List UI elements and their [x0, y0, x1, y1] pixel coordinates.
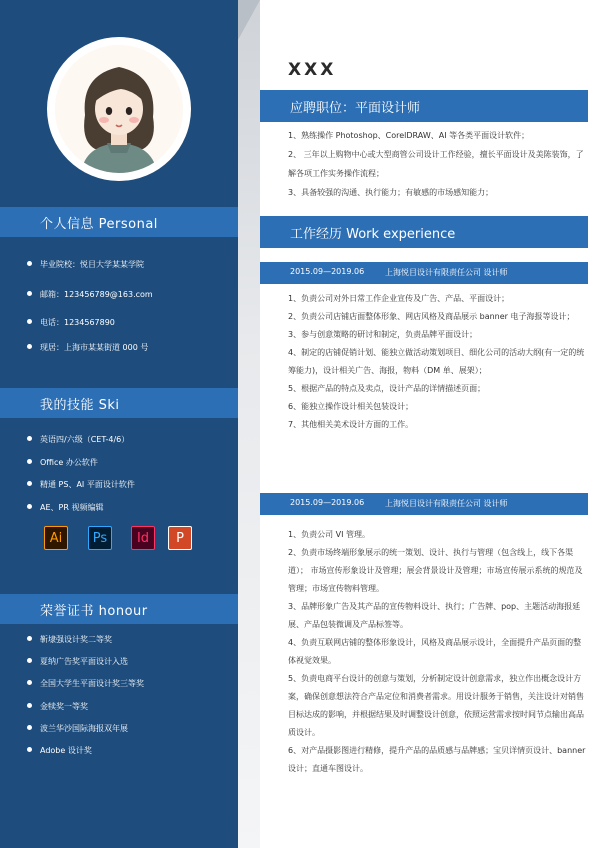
job-2-duties: [288, 526, 588, 778]
personal-school: 毕业院校：悦目大学某某学院: [40, 259, 230, 270]
duty-line: 2、负责市场终端形象展示的统一策划、设计、执行与管理（包含线上，线下各渠道）； 市场宣传形象设计及管理；展会背景设计及管理；市场宣传展示系统的规范及管理；市场宣传物料管理。: [288, 548, 583, 593]
job-2-date: 2015.09—2019.06: [290, 498, 365, 507]
job-1-date: 2015.09—2019.06: [290, 267, 365, 276]
personal-heading: 个人信息 Personal: [40, 217, 158, 232]
duty-line: 3、品牌形象广告及其产品的宣传物料设计、执行；广告牌、pop、主题活动海报延展、产品包装微调及产品标签等。: [288, 602, 581, 629]
skill-item: 英语四/六级（CET-4/6）: [40, 434, 230, 445]
job-2-company: 上海悦目设计有限责任公司 设计师: [385, 499, 508, 508]
duty-line: 6、能独立操作设计相关包装设计；: [288, 402, 414, 411]
candidate-name: XXX: [288, 60, 337, 80]
honor-item: 波兰华沙国际海报双年展: [40, 723, 230, 734]
personal-section-header: [0, 207, 238, 237]
powerpoint-icon: P: [168, 526, 192, 550]
photoshop-icon: Ps: [88, 526, 112, 550]
personal-address: 现居：上海市某某街道 000 号: [40, 342, 230, 353]
honor-item: 全国大学生平面设计奖三等奖: [40, 678, 230, 689]
job-title-header: [260, 90, 588, 122]
summary-text: [288, 126, 588, 202]
experience-section-header: [260, 216, 588, 248]
decorative-fold: [238, 0, 260, 40]
illustrator-icon: Ai: [44, 526, 68, 550]
duty-line: 3、参与创意策略的研讨和制定，负责品牌平面设计；: [288, 330, 478, 339]
job-2-bar: [260, 493, 588, 515]
skills-heading: 我的技能 Ski: [40, 398, 120, 413]
personal-phone: 电话：1234567890: [40, 317, 230, 328]
duty-line: 1、负责公司对外日常工作企业宣传及广告、产品、平面设计；: [288, 294, 510, 303]
decorative-spine: [238, 0, 260, 848]
avatar-illustration: [55, 45, 183, 173]
duty-line: 5、根据产品的特点及卖点，设计产品的详情描述页面；: [288, 384, 486, 393]
job-1-company: 上海悦目设计有限责任公司 设计师: [385, 268, 508, 277]
duty-line: 2、负责公司店铺店面整体形象、网店风格及商品展示 banner 电子海报等设计；: [288, 312, 575, 321]
skill-item: AE、PR 视频编辑: [40, 502, 230, 513]
duty-line: 5、负责电商平台设计的创意与策划，分析制定设计创意需求，独立作出概念设计方案，确保创意想法符合产品定位和消费者需求。用设计服务于销售，关注设计对销售目标达成的影响，并根据结果及时调整设计创意，依照运营需求按时间节点输出高品质设计。: [288, 674, 584, 737]
job-1-bar: [260, 262, 588, 284]
honors-heading: 荣誉证书 honour: [40, 604, 148, 619]
skills-section-header: [0, 388, 238, 418]
honor-item: 金犊奖一等奖: [40, 701, 230, 712]
honor-item: Adobe 设计奖: [40, 745, 230, 756]
duty-line: 1、负责公司 VI 管理。: [288, 530, 371, 539]
summary-line: 1、熟练操作 Photoshop、CorelDRAW、AI 等各类平面设计软件；: [288, 131, 530, 140]
summary-line: 3、具备较强的沟通、执行能力；有敏感的市场感知能力；: [288, 188, 494, 197]
honors-section-header: [0, 594, 238, 624]
avatar: [55, 45, 183, 173]
honor-item: 夏纳广告奖平面设计入选: [40, 656, 230, 667]
duty-line: 4、制定的店铺促销计划、能独立做活动策划项目、细化公司的活动大纲(有一定的统筹能力)，设计相关广告、海报，物料（DM 单、展架）；: [288, 348, 585, 375]
summary-line: 2、 三年以上购物中心或大型商管公司设计工作经验，擅长平面设计及美陈装饰，了解各项工作实务操作流程；: [288, 150, 584, 178]
skill-item: Office 办公软件: [40, 457, 230, 468]
job-title: 应聘职位：平面设计师: [290, 101, 421, 116]
indesign-icon: Id: [131, 526, 155, 550]
job-1-duties: [288, 290, 588, 434]
honor-item: 靳埭强设计奖二等奖: [40, 634, 230, 645]
duty-line: 6、对产品摄影图进行精修，提升产品的品质感与品牌感；宝贝详情页设计、banner 设计；直通车图设计。: [288, 746, 586, 773]
personal-email: 邮箱：123456789@163.com: [40, 289, 230, 300]
duty-line: 4、负责互联网店铺的整体形象设计，风格及商品展示设计，全面提升产品页面的整体视觉效果。: [288, 638, 582, 665]
skill-item: 精通 PS、AI 平面设计软件: [40, 479, 230, 490]
experience-heading: 工作经历 Work experience: [290, 227, 456, 242]
duty-line: 7、其他相关美术设计方面的工作。: [288, 420, 414, 429]
